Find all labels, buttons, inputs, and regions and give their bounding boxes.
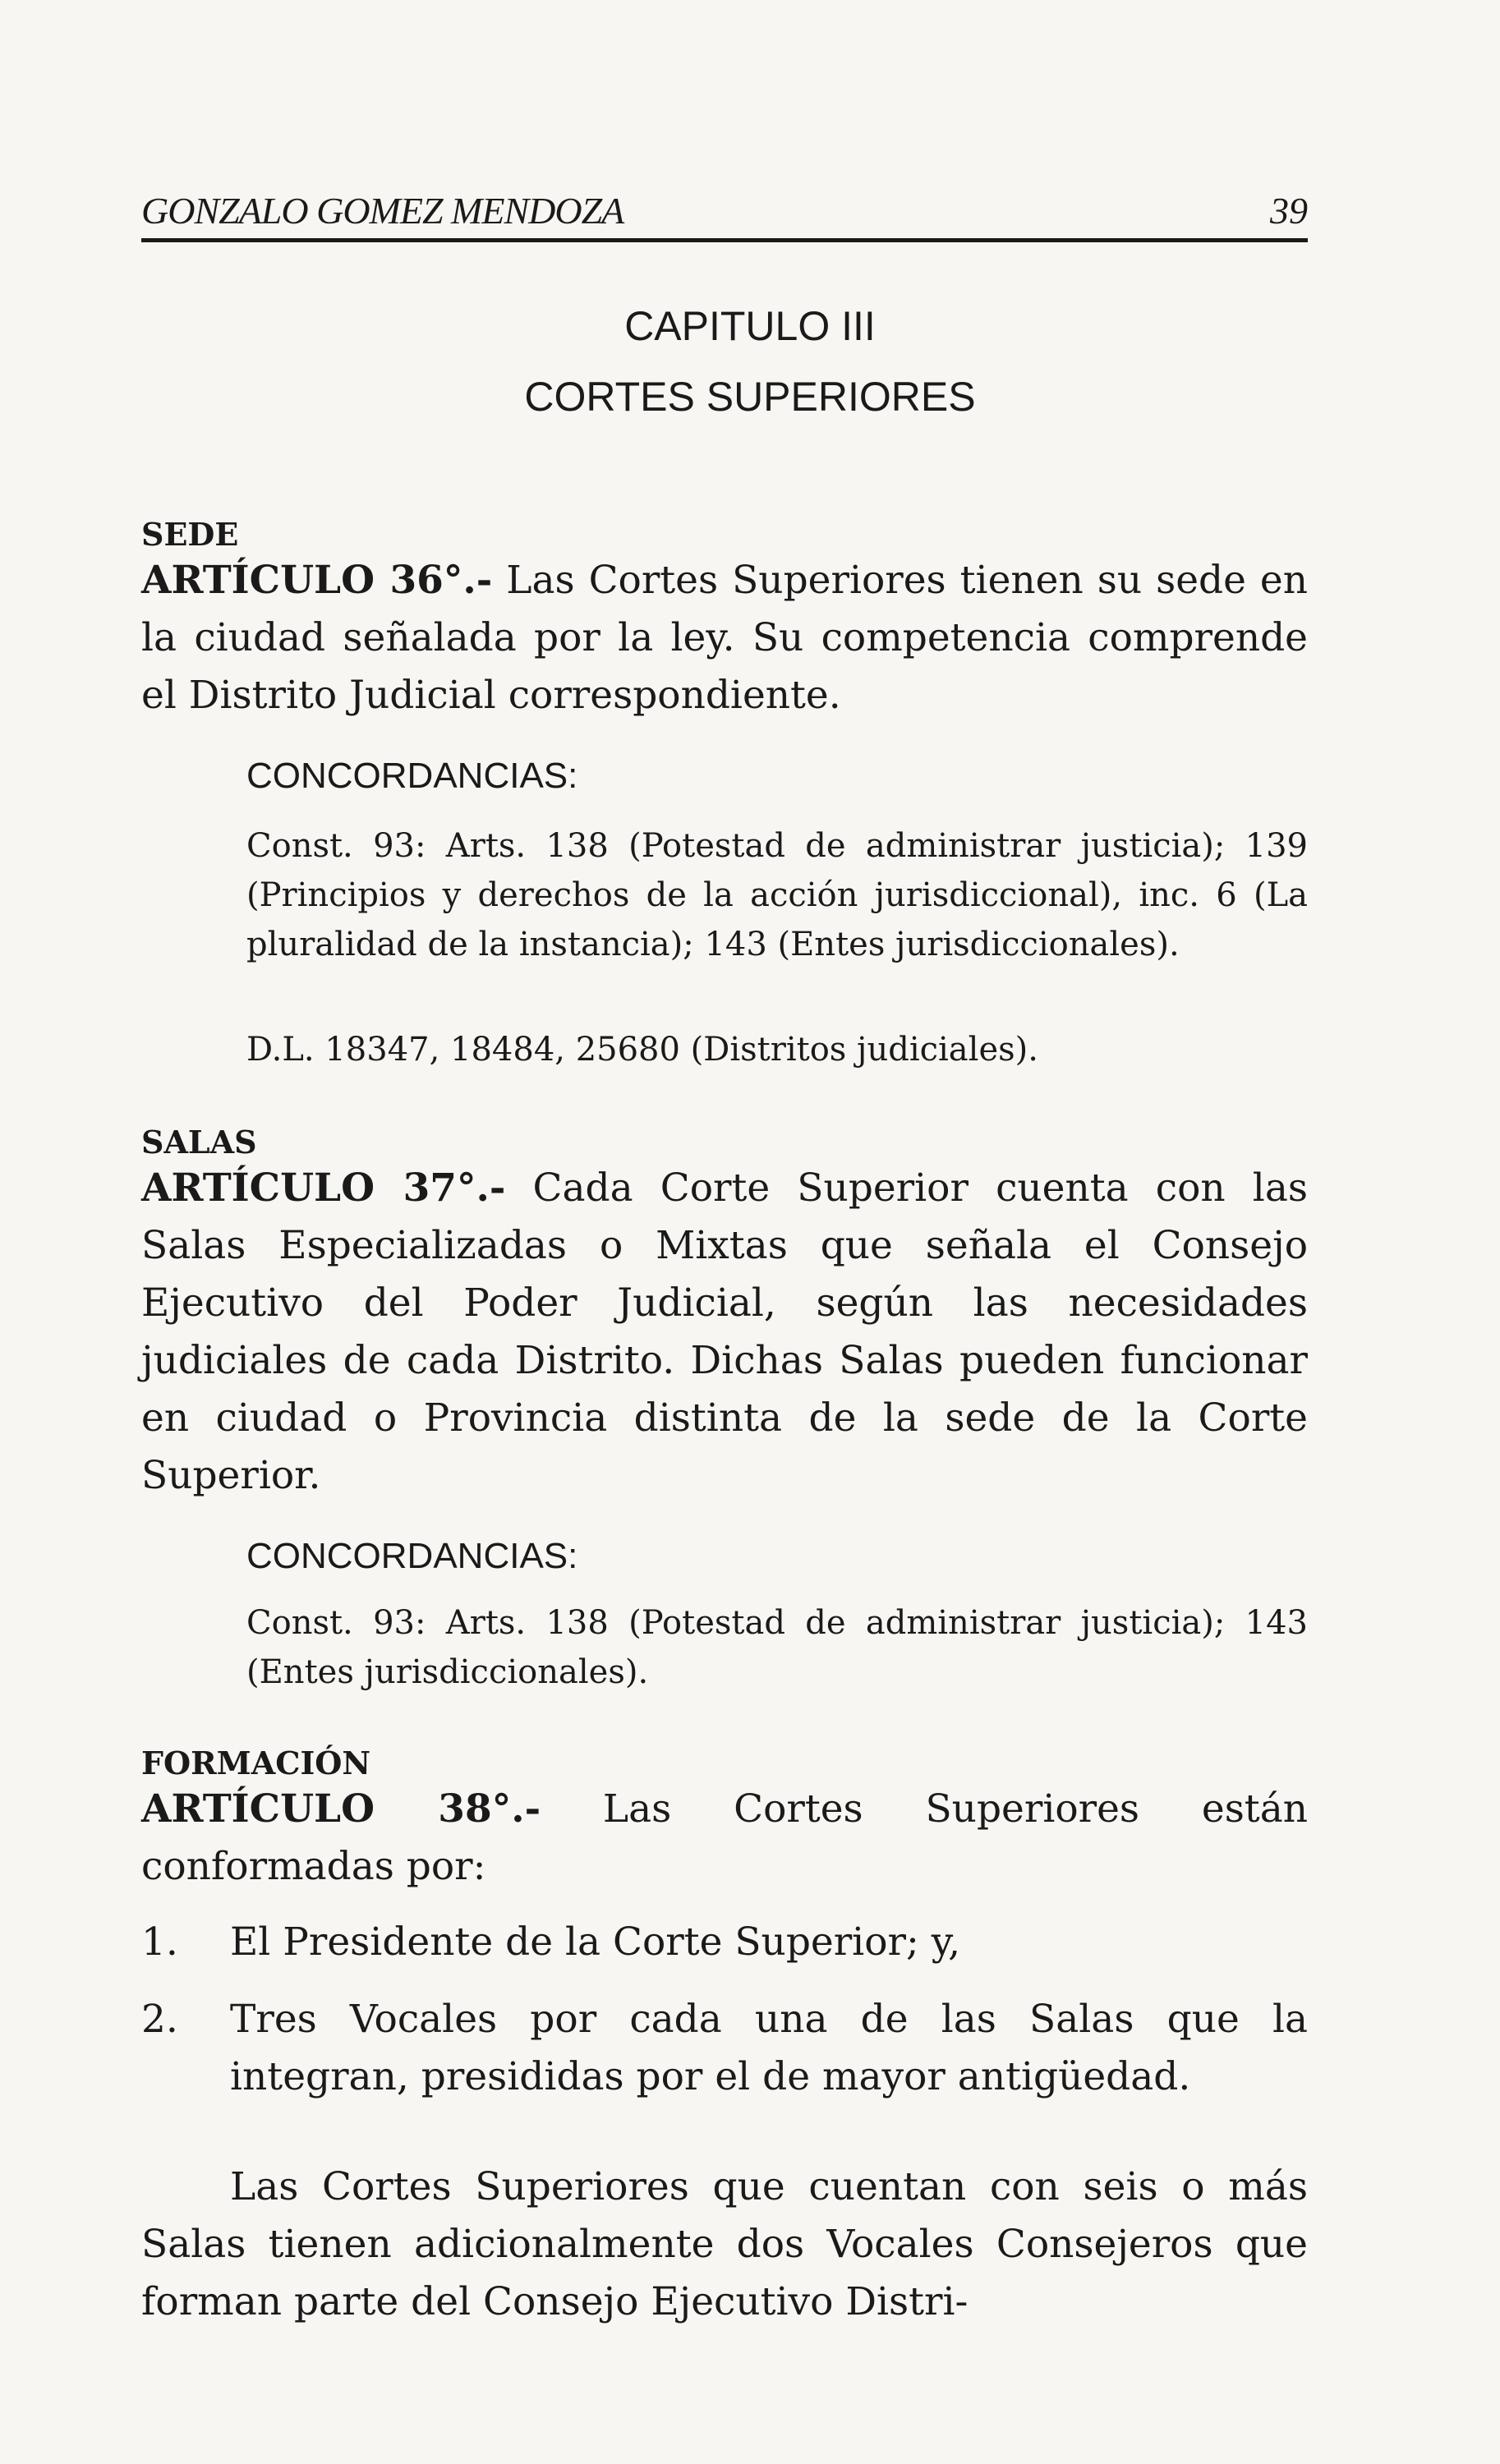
concordance-note: Const. 93: Arts. 138 (Potestad de administrar justicia); 143 (Entes jurisdiccionales). (246, 1604, 1308, 1691)
list-item-number: 1. (141, 1919, 178, 1965)
article-38 (141, 1781, 1308, 1896)
article-37-label: ARTÍCULO 37°.- (141, 1165, 506, 1211)
section-heading-sede: SEDE (141, 516, 239, 553)
section-heading-salas: SALAS (141, 1124, 257, 1161)
section-heading-formacion: FORMACIÓN (141, 1745, 371, 1781)
author-name: GONZALO GOMEZ MENDOZA (141, 190, 624, 232)
list-item-number: 2. (141, 1997, 178, 2042)
chapter-title: CORTES SUPERIORES (524, 374, 976, 420)
page-number: 39 (1270, 190, 1308, 232)
article-36-label: ARTÍCULO 36°.- (141, 558, 493, 603)
article-38-label: ARTÍCULO 38°.- (141, 1786, 541, 1832)
running-header (141, 179, 1308, 242)
article-38-paragraph: Las Cortes Superiores que cuentan con seis o más Salas tienen adicionalmente dos Vocales Consejeros que forman parte del Consejo Ejecutivo Distri- (141, 2164, 1308, 2324)
article-36 (141, 552, 1308, 724)
article-36-text: Las Cortes Superiores tienen su sede en la ciudad señalada por la ley. Su competencia comprende el Distrito Judicial correspondiente. (141, 558, 1309, 718)
concordance-note: Const. 93: Arts. 138 (Potestad de administrar justicia); 139 (Principios y derechos de la acción jurisdiccional), inc. 6 (La pluralidad de la instancia); 143 (Entes jurisdiccionales). (246, 827, 1308, 963)
article-38-text: Las Cortes Superiores están conformadas por: (141, 1786, 1308, 1889)
list-item-text: El Presidente de la Corte Superior; y, (230, 1919, 961, 1965)
concordancias-label-36: CONCORDANCIAS: (246, 756, 578, 796)
concordancias-label-37: CONCORDANCIAS: (246, 1536, 578, 1576)
list-item-text: Tres Vocales por cada una de las Salas que la integran, presididas por el de mayor antigüedad. (230, 1997, 1308, 2099)
chapter-number: CAPITULO III (624, 303, 876, 349)
article-37 (141, 1160, 1308, 1505)
concordance-note: D.L. 18347, 18484, 25680 (Distritos judiciales). (246, 1031, 1038, 1069)
article-37-text: Cada Corte Superior cuenta con las Salas Especializadas o Mixtas que señala el Consejo Ejecutivo del Poder Judicial, según las necesidades judiciales de cada Distrito. Dichas Salas pueden funcionar en ciudad o Provincia distinta de la sede de la Corte Superior. (141, 1165, 1308, 1498)
